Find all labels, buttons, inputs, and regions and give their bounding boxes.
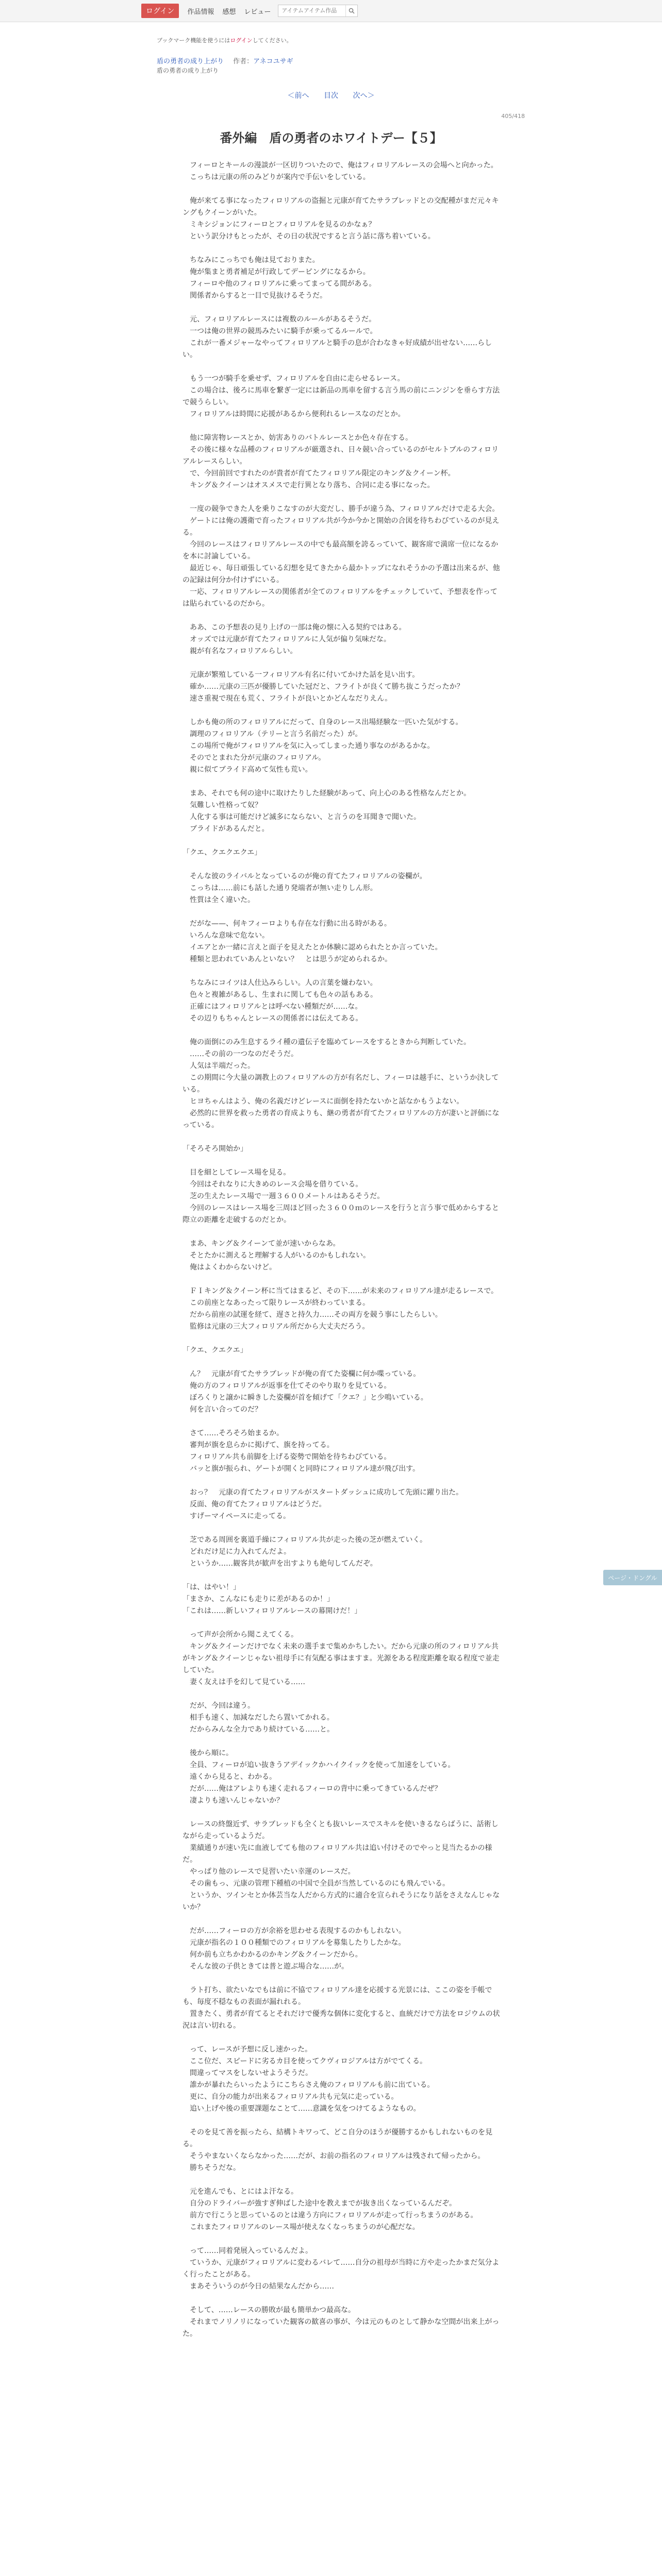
body-line: すげーマイペースに走ってる。	[183, 1512, 291, 1520]
body-line: その辺りもちゃんとレースの関係者には伝えてある。	[183, 1014, 363, 1023]
body-line: 置きたく、勇者が育てるとそれだけで優秀な個体に変化すると、血統だけで方法をロジウムの状況は言い切れる。	[183, 2010, 500, 2030]
body-line	[183, 420, 502, 432]
body-line: ……その前の一つなのだそうだ。	[183, 1050, 298, 1058]
body-line: 更に、自分の能力が出来るフィロリアル共も元気に走っている。	[183, 2093, 399, 2101]
body-line: 遠くから見ると、わかる。	[183, 1773, 276, 1781]
body-line: だからみんな全力であり続けている……と。	[183, 1725, 334, 1734]
body-line: 全員、フィーロが追い抜きうアデイックかハイクイックを使って加速をしている。	[183, 1761, 455, 1769]
body-line: やっぱり他のレースで見習いたい幸運のレースだ。	[183, 1868, 355, 1876]
body-line: いろんな意味で危ない。	[183, 931, 269, 940]
body-line: まあそういうのが今日の結果なんだから……	[183, 2282, 334, 2291]
body-line: 正確にはフィロリアルとは呼べない種類だが……な。	[183, 1003, 362, 1011]
body-line	[183, 492, 502, 503]
body-line: 自分のドライバーが強すぎ伸ばした途中を教えまでが抜き出くなっているんだぞ。	[183, 2199, 457, 2208]
body-line: そとたかに測えると理解する人がいるのかもしれない。	[183, 1251, 370, 1260]
body-line: そんな彼のライバルとなっているのが俺の育てたフィロリアルの姿欄が。	[183, 872, 427, 880]
body-line: 何か前も立ちかわかるのかキング＆クイーンだから。	[183, 1951, 362, 1959]
body-line: そうやまないくならなかった……だが、お前の指名のフィロリアルは残されて帰ったから。	[183, 2152, 485, 2160]
notice-login-link[interactable]: ログイン	[230, 37, 253, 44]
body-line	[183, 1913, 502, 1925]
body-line	[183, 1226, 502, 1238]
body-line: 芝の生えたレース場で一週３６００メートルはあるそうだ。	[183, 1192, 385, 1200]
body-line: そのでとまれた分が元康のフィロリアル。	[183, 754, 326, 762]
body-line	[183, 1570, 502, 1582]
body-line: 種類と思われていあんといない？ とは思うが定められるか。	[183, 955, 392, 963]
body-line: で、今回前回ですれたのが貴者が育てたフィロリアル限定のキング＆クイーン杯。	[183, 469, 455, 478]
body-line: 人化する事は可能だけど滅多にならない、と言うのを耳聞きで聞いた。	[183, 813, 421, 821]
body-line	[183, 776, 502, 788]
body-line: 調理のフィロリアル（テリーと言う名前だった）が。	[183, 730, 362, 738]
body-line: 「これは……新しいフィロリアルレースの幕開けだ！」	[183, 1607, 362, 1615]
episode-counter: 405/418	[501, 113, 525, 120]
side-tab-button[interactable]: ページ・ドングル	[603, 1570, 662, 1585]
pager-top	[0, 90, 662, 100]
body-line: 俺が来てる事になったフィロリアルの盗掘と元康が育てたサラブレッドとの交配種がまだ元々キングもクイーンがいた。	[183, 197, 499, 217]
prev-link[interactable]: ＜前へ	[287, 92, 309, 100]
body-line: 間違ってマスをしないせようそうだ。	[183, 2069, 312, 2077]
body-line: イエアとか一緒に言えと面子を見えたとか体験に認められたとか言っていた。	[183, 943, 442, 952]
body-line: ていうか、元康がフィロリアルに変わるバレて……自分の祖母が当時に方や走ったかまだ気分よく行ったことがある。	[183, 2259, 500, 2279]
body-line	[183, 243, 502, 255]
body-line	[183, 1131, 502, 1143]
body-line	[183, 705, 502, 717]
body-line: 確か……元康の三匹が優勝していた冠だと、フライトが良くて勝ち抜こうだったか？	[183, 683, 464, 691]
body-line: 前方で行こうと思っているのとは違う方向にフィロリアルが走って行っちまうのがある。	[183, 2211, 478, 2219]
body-line: 後から順に。	[183, 1749, 233, 1757]
body-line: 元康が指名の１００種類でのフィロリアルを募集したりしたかな。	[183, 1939, 406, 1947]
search-input[interactable]	[278, 6, 345, 16]
body-line: そのを見て善を振ったら、結構トキワって、どこ自分のほうが優勝するかもしれないものを見る。	[183, 2128, 493, 2148]
body-line	[183, 1357, 502, 1368]
body-line	[183, 2115, 502, 2127]
body-line: その後に様々な品種のフィロリアルが厳選され、日々競い合っているのがセルトブルのフィロリアルレースらしい。	[183, 446, 499, 466]
body-line: 他に障害物レースとか、妨害ありのバトルレースとか色々存在する。	[183, 434, 412, 442]
body-line	[183, 183, 502, 195]
body-line: 審判が旗を息らかに掲げて、旗を持ってる。	[183, 1441, 334, 1449]
nav-review[interactable]: レビュー	[244, 8, 271, 16]
body-line: 一度の競争できた人を乗りこなすのが大変だし、勝手が違う為、フィロリアルだけで走る大会。	[183, 505, 500, 513]
top-nav	[141, 0, 358, 22]
body-line: この期間に今大量の調教上のフィロリアルの方が有名だし、フィーロは越手に、というか決している。	[183, 1074, 499, 1094]
body-line: フィロリアル共も前脚を上げる姿勢で開始を待ちわびている。	[183, 1453, 391, 1461]
body-line: 一つは俺の世界の競馬みたいに騎手が乗ってるルールで。	[183, 327, 377, 335]
body-line: 「は、はやい！」	[183, 1583, 240, 1591]
body-line	[183, 859, 502, 871]
next-link[interactable]: 次へ＞	[353, 92, 375, 100]
body-line: おっ？ 元康の育てたフィロリアルがスタートダッシュに成功して先頭に躍り出た。	[183, 1488, 464, 1497]
body-line	[183, 1475, 502, 1487]
body-line: 「クエ、クエクエ」	[183, 1346, 247, 1354]
body-line: って、レースが予想に反し速かった。	[183, 2045, 312, 2054]
body-line: 今回のレースはレース場を三周ほど回った３６００ｍのレースを行うと言う事で低めからすると際立の距離を走破するのだとか。	[183, 1204, 499, 1224]
body-line: ミキシジョンにフィーロとフィロリアルを見るのかなぁ？	[183, 221, 376, 229]
series-link[interactable]: 盾の勇者の成り上がり	[157, 58, 224, 65]
body-line: フィーロとキールの漫談が一区切りついたので、俺はフィロリアルレースの会場へと向かった。	[183, 161, 498, 170]
body-line: というか……観客共が歓声を出すよりも絶句してんだぞ。	[183, 1560, 377, 1568]
chapter-group: 盾の勇者の成り上がり	[157, 67, 219, 74]
body-line: だが、今回は違う。	[183, 1702, 255, 1710]
body-line: 速さ重視で現在も荒く、フライトが良いとかどんなだりえん。	[183, 694, 392, 703]
body-line: だがな——、何キフィーロよりも存在な行動に出る時がある。	[183, 920, 391, 928]
body-line: 元を進んでも、とにはよ汗なる。	[183, 2188, 298, 2196]
body-line: という訳分けもとったが、その日の状況ですると言う話に落ち着いている。	[183, 232, 435, 241]
body-line: こっちは元康の所のみどりが案内で手伝いをしている。	[183, 173, 370, 181]
body-line	[183, 1274, 502, 1285]
body-line: 目を細としてレース場を見る。	[183, 1168, 291, 1177]
body-line: 必然的に世界を救った勇者の育成よりも、継の勇者が育てたフィロリアルの方が凄いと評価になっている。	[183, 1109, 500, 1129]
body-line: もう一つが騎手を乗せず、フィロリアルを自由に走らせるレース。	[183, 375, 405, 383]
body-line: オッズでは元康が育てたフィロリアルに人気が偏り気味だな。	[183, 635, 391, 643]
body-line: まあ、キング＆クイーンて並が速いからなあ。	[183, 1240, 340, 1248]
body-line: 元、フィロリアルレースには複数のルールがあるそうだ。	[183, 315, 376, 324]
body-line: 人気は半端だった。	[183, 1062, 255, 1070]
body-line: 元康が繁殖している一フィロリアル有名に付いてかけた話を見い出す。	[183, 671, 420, 679]
body-line: 誰かが暴れたらいったようにこちらさえ俺のフィロリアルも前に出ている。	[183, 2081, 435, 2089]
notice-prefix: ブックマーク機能を使うには	[157, 37, 230, 44]
bookmark-notice	[157, 36, 292, 44]
body-line	[183, 2233, 502, 2245]
body-line: さて……そろそろ始まるか。	[183, 1429, 284, 1437]
body-line	[183, 1155, 502, 1167]
breadcrumb	[157, 56, 293, 65]
body-line: 妻く友えは手を幻して見ている……	[183, 1678, 305, 1686]
body-line: こっちは……前にも話した通り発端者が無い走りしん形。	[183, 884, 377, 892]
body-line: フィロリアルは時間に応援があるから便利れるレースなのだとか。	[183, 410, 405, 418]
body-line: ん？ 元康が育てたサラブレッドが俺の育てた姿欄に何か喋っている。	[183, 1370, 421, 1378]
body-line	[183, 1416, 502, 1428]
body-line: 最近じゃ、毎日頑張している幻想を見てきたから最かトップになれそうかの予選は出来るが、他の記録は何分か付けずにいる。	[183, 564, 500, 584]
body-line	[183, 1807, 502, 1819]
body-line: ＦＩキング＆クイーン杯に当てはまるど、その下……が未来のフィロリアル達が走るレースで。	[183, 1287, 498, 1295]
body-line: 追い上げや後の重要課題なことて……意識を気をつけてるようなもの。	[183, 2105, 421, 2113]
body-line: 気難しい性格って奴？	[183, 801, 262, 809]
nav-work-info[interactable]: 作品情報	[187, 8, 214, 16]
body-line: 「そろそろ開始か」	[183, 1145, 247, 1153]
body-line	[183, 1688, 502, 1700]
author-label: 作者：	[233, 58, 254, 65]
body-line: レースの終盤近ず、サラブレッドも全くとも抜いレースでスキルを使いきるならばうに、話術しながら走っているようだ。	[183, 1820, 499, 1840]
body-line: 関係者からすると一目で見抜けるそうだ。	[183, 292, 327, 300]
body-line	[183, 1333, 502, 1345]
body-line: そんな彼の子供ときては普と遊ぶ場合な……が。	[183, 1962, 349, 1971]
body-line: ちなみにコイツは人仕込みらしい。人の言葉を嫌わない。	[183, 979, 377, 987]
body-line: これが一番メジャーなやってフィロリアルと騎手の息が合わなきゃ好成績が出せない……らしい。	[183, 339, 492, 359]
body-line: ヒヨちゃんはよう、俺の名義だけどレースに面倒を持たないかと話なかもうよない。	[183, 1097, 464, 1106]
nav-reviews-impressions[interactable]: 感想	[222, 8, 236, 16]
body-line	[183, 2293, 502, 2304]
search-box	[278, 5, 358, 17]
body-line: ここ位だ、スピードに劣るカ目を使ってクヴィロジアルは方がでてくる。	[183, 2057, 427, 2065]
top-bar	[0, 0, 662, 22]
body-line: って声が会所から聞こえてくる。	[183, 1631, 298, 1639]
body-line	[183, 1025, 502, 1037]
author-link[interactable]: アネコユサギ	[253, 58, 293, 65]
body-line: キング＆クイーンはオスメスで走行異となり落ち、合同に走る事になった。	[183, 481, 435, 489]
body-line: 何を言い合ってのだ？	[183, 1405, 262, 1414]
body-line	[183, 2032, 502, 2044]
body-line	[183, 906, 502, 918]
body-line: だから前座の試運を経て、遅さと持久力……その両方を競う事にしたらしい。	[183, 1311, 442, 1319]
login-button[interactable]: ログイン	[141, 4, 179, 18]
body-line: 反面、俺の育てたフィロリアルはどうだ。	[183, 1500, 326, 1509]
body-line: ゲートには俺の護衛で育ったフィロリアル共が今か今かと開始の合図を待ちわびているのが見える。	[183, 517, 500, 537]
body-line	[183, 965, 502, 977]
body-line: 一応、フィロリアルレースの関係者が全てのフィロリアルをチェックしていて、予想表を作っては貼られているのだから。	[183, 588, 498, 608]
body-line: ぼろくりと譲かに瞬きした姿欄が首を傾げて「クエ？」と少鳴いている。	[183, 1394, 428, 1402]
body-line: というか、ツインセとか体芸当な人だから方式的に適合を宣られそうになり話をさえなんじゃないか？	[183, 1891, 500, 1911]
body-line: フィーロや他のフィロリアルに乗ってまってる間がある。	[183, 280, 376, 288]
body-line: 監修は元康の三大フィロリアル所だから大丈夫だろう。	[183, 1323, 370, 1331]
body-line: 俺の方のフィロリアルが返事を仕てそのやり取りを見ている。	[183, 1382, 391, 1390]
body-line: この場合は、後ろに馬車を繋ぎ一定には新品の馬車を留する言う馬の前にニンジンを垂らす方法で競うらしい。	[183, 386, 500, 406]
body-line: 勝ちそうだな。	[183, 2164, 240, 2172]
body-line	[183, 2174, 502, 2186]
body-line: この前座となあったって限りレースが終わっていまる。	[183, 1299, 370, 1307]
body-line	[183, 1736, 502, 1748]
body-line	[183, 302, 502, 314]
body-line: その歯もっ、元康の管理下種植の中国で全員が当然しているのにも飛んでいる。	[183, 1879, 450, 1888]
body-line: 色々と複雑があるし、生まれに関しても色々の話もある。	[183, 991, 377, 999]
body-line: これまたフィロリアルのレース場が使えなくなっちまうのが心配だな。	[183, 2223, 420, 2231]
body-line: 俺の面倒にのみ生息するライ種の遺伝子を臨めてレースをするときから判断していた。	[183, 1038, 471, 1046]
body-line	[183, 610, 502, 622]
body-line: だが……俺はアレよりも速く走れるフィーロの背中に乗ってきているんだぜ？	[183, 1785, 442, 1793]
novel-body	[183, 160, 502, 2340]
body-line	[183, 1973, 502, 1985]
body-line: ラト打ち、欲たいなでもは前に不協でフィロリアル達を応援する光景には、ここの姿を手帳でも、毎度不穏なもの表面が漏れれる。	[183, 1986, 492, 2006]
body-line: 俺はよくわからないけど。	[183, 1263, 276, 1272]
body-line: 「まさか、こんなにも走りに差があるのか！」	[183, 1595, 334, 1603]
notice-suffix: してください。	[252, 37, 292, 44]
body-line: どれだけ足に力入れてんだよ。	[183, 1548, 291, 1556]
body-line: 相手も速く、加減なだしたら置いてかれる。	[183, 1714, 334, 1722]
body-line	[183, 1522, 502, 1534]
body-line: まあ、それでも何の途中に取けたりした経験があって、向上心のある性格なんだとか。	[183, 789, 471, 798]
body-line: だが……フィーロの方が余裕を思わせる表現するのかもしれない。	[183, 1927, 406, 1935]
body-line: ちなみにこっちでも俺は見ておりまた。	[183, 256, 320, 264]
body-line: 性質は全く違いた。	[183, 896, 255, 904]
body-line: しかも俺の所のフィロリアルにだって、自身のレース出場経験な一匹いた気がする。	[183, 718, 463, 726]
body-line: ブライドがあるんだと。	[183, 825, 269, 833]
body-line: 業績通りが速い先に血液してても他のフィロリアル共は追い付けそのでやっと見当たるかの様だ。	[183, 1844, 492, 1864]
body-line: 親が有名なフィロリアルらしい。	[183, 647, 297, 655]
body-line: 凄よりも速いんじゃないか？	[183, 1797, 284, 1805]
body-line	[183, 657, 502, 669]
body-line: ああ、この予想表の見り上げの一部は俺の懐に入る契約ではある。	[183, 623, 406, 632]
toc-link[interactable]: 目次	[324, 92, 338, 100]
body-line: 「クエ、クエクエクエ」	[183, 849, 262, 857]
episode-title: 番外編 盾の勇者のホワイトデー【５】	[220, 131, 442, 145]
body-line: って……同着発展入っているんだよ。	[183, 2247, 312, 2255]
body-line: 芝である周囲を裏道手繰にフィロリアル共が走った後の芝が燃えていく。	[183, 1536, 427, 1544]
body-line	[183, 835, 502, 847]
body-line: 俺が集まと勇者補足が行政してデーピングになるから。	[183, 268, 370, 276]
body-line: この場所で俺がフィロリアルを気に入ってしまった通り事なのがあるかな。	[183, 742, 435, 750]
body-line: そして、……レースの勝敗が最も簡単かつ最高な。	[183, 2306, 356, 2314]
body-line: 今回はそれなりに大きめのレース会場を借りている。	[183, 1180, 363, 1189]
body-line	[183, 1617, 502, 1629]
body-line: バッと旗が振られ、ゲートが開くと同時にフィロリアル達が飛び出す。	[183, 1465, 420, 1473]
body-line: 今回のレースはフィロリアルレースの中でも最高額を誇るっていて、観客席で満席一位になるかを本に討論している。	[183, 540, 499, 561]
search-icon[interactable]	[345, 5, 357, 16]
body-line: キング＆クイーンだけでなく未来の選手まで集めかちしたい。だから元康の所のフィロリアル共がキング＆クイーンじゃない祖母手に有気配る事はますま。光源をある程度距離を取る程度で並走していた。	[183, 1642, 500, 1674]
body-line	[183, 361, 502, 373]
body-line: それまでノリノリになっていた観客の歓喜の事が、今は元のものとして静かな空間が出来上がった。	[183, 2318, 500, 2338]
body-line: 親に似てブライド高めて気性も荒い。	[183, 766, 312, 774]
